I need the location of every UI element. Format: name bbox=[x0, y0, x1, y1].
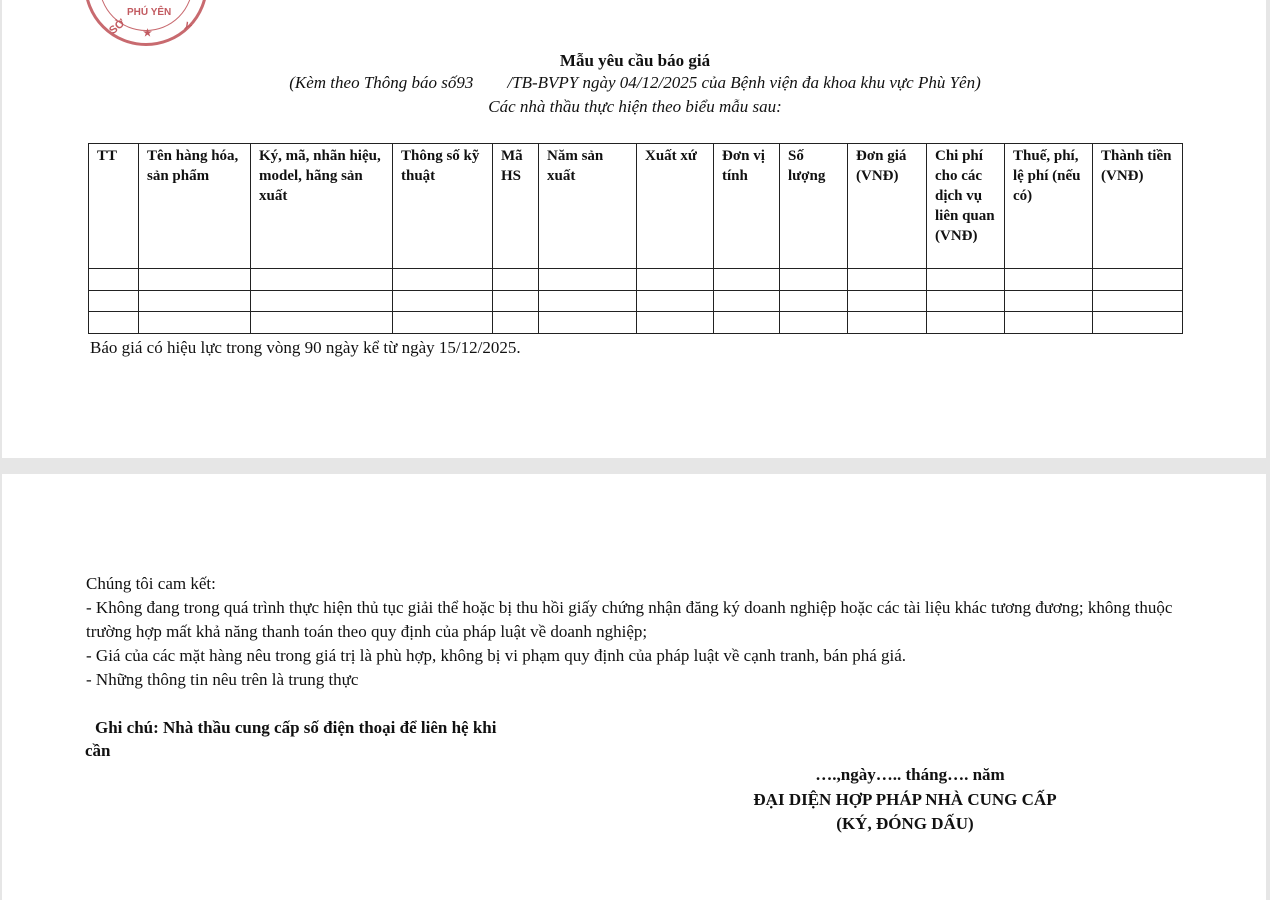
table-cell[interactable] bbox=[1093, 312, 1183, 334]
commitment-item: - Những thông tin nêu trên là trung thực bbox=[86, 670, 359, 689]
col-header-unit-price: Đơn giá (VNĐ) bbox=[848, 144, 927, 269]
signature-representative: ĐẠI DIỆN HỢP PHÁP NHÀ CUNG CẤP bbox=[753, 790, 1057, 809]
col-header-specs: Thông số kỹ thuật bbox=[393, 144, 493, 269]
col-header-total: Thành tiền (VNĐ) bbox=[1093, 144, 1183, 269]
table-cell[interactable] bbox=[1093, 291, 1183, 312]
table-row bbox=[89, 269, 1183, 291]
instruction-line: Các nhà thầu thực hiện theo biểu mẫu sau: bbox=[488, 97, 782, 116]
col-header-hs-code: Mã HS bbox=[493, 144, 539, 269]
document-page-1 bbox=[2, 0, 1266, 458]
official-seal bbox=[84, 0, 208, 46]
col-header-unit: Đơn vị tính bbox=[714, 144, 780, 269]
table-cell[interactable] bbox=[1093, 269, 1183, 291]
table-cell[interactable] bbox=[848, 312, 927, 334]
col-header-year: Năm sản xuất bbox=[539, 144, 637, 269]
note-line: Ghi chú: Nhà thầu cung cấp số điện thoại để liên hệ khi bbox=[95, 718, 497, 737]
table-cell[interactable] bbox=[393, 312, 493, 334]
col-header-product-name: Tên hàng hóa, sản phẩm bbox=[139, 144, 251, 269]
table-cell[interactable] bbox=[927, 291, 1005, 312]
table-cell[interactable] bbox=[139, 291, 251, 312]
seal-left-text: SỞ bbox=[107, 17, 128, 37]
table-cell[interactable] bbox=[927, 269, 1005, 291]
table-cell[interactable] bbox=[1005, 269, 1093, 291]
table-cell[interactable] bbox=[89, 269, 139, 291]
table-cell[interactable] bbox=[637, 312, 714, 334]
table-cell[interactable] bbox=[714, 269, 780, 291]
commitment-section bbox=[86, 572, 1206, 692]
col-header-origin: Xuất xứ bbox=[637, 144, 714, 269]
quotation-table bbox=[88, 143, 1183, 334]
table-cell[interactable] bbox=[637, 269, 714, 291]
commitment-heading: Chúng tôi cam kết: bbox=[86, 574, 216, 593]
seal-top-text: PHÚ YÊN bbox=[127, 7, 172, 18]
table-cell[interactable] bbox=[493, 269, 539, 291]
table-cell[interactable] bbox=[1005, 312, 1093, 334]
note-section bbox=[85, 716, 615, 762]
table-row bbox=[89, 312, 1183, 334]
seal-star-icon: ★ bbox=[143, 28, 152, 39]
table-cell[interactable] bbox=[714, 312, 780, 334]
table-cell[interactable] bbox=[393, 269, 493, 291]
signature-seal-note: (KÝ, ĐÓNG DẤU) bbox=[836, 814, 974, 833]
table-cell[interactable] bbox=[251, 312, 393, 334]
col-header-tt: TT bbox=[89, 144, 139, 269]
table-cell[interactable] bbox=[1005, 291, 1093, 312]
table-cell[interactable] bbox=[89, 312, 139, 334]
table-cell[interactable] bbox=[780, 291, 848, 312]
table-cell[interactable] bbox=[251, 269, 393, 291]
table-cell[interactable] bbox=[848, 291, 927, 312]
validity-statement: Báo giá có hiệu lực trong vòng 90 ngày kể từ ngày 15/12/2025. bbox=[90, 338, 521, 357]
table-cell[interactable] bbox=[493, 291, 539, 312]
table-cell[interactable] bbox=[637, 291, 714, 312]
table-cell[interactable] bbox=[393, 291, 493, 312]
table-cell[interactable] bbox=[539, 312, 637, 334]
commitment-item: - Không đang trong quá trình thực hiện thủ tục giải thể hoặc bị thu hồi giấy chứng nhận đăng ký doanh nghiệp hoặc các tài liệu khác tương đương; không thuộc trường hợp mất khả năng thanh toán theo quy định của pháp luật về doanh nghiệp; bbox=[86, 598, 1173, 641]
col-header-tax: Thuế, phí, lệ phí (nếu có) bbox=[1005, 144, 1093, 269]
col-header-quantity: Số lượng bbox=[780, 144, 848, 269]
table-header-row bbox=[89, 144, 1183, 269]
seal-right-text: Y bbox=[180, 20, 194, 34]
table-cell[interactable] bbox=[251, 291, 393, 312]
page-title: Mẫu yêu cầu báo giá bbox=[559, 51, 711, 70]
table-cell[interactable] bbox=[539, 291, 637, 312]
table-cell[interactable] bbox=[780, 269, 848, 291]
table-cell[interactable] bbox=[539, 269, 637, 291]
reference-line: (Kèm theo Thông báo số93 /TB-BVPY ngày 04/12/2025 của Bệnh viện đa khoa khu vực Phù Yên) bbox=[289, 73, 981, 92]
note-line: cần bbox=[85, 741, 111, 760]
col-header-service-cost: Chi phí cho các dịch vụ liên quan (VNĐ) bbox=[927, 144, 1005, 269]
table-cell[interactable] bbox=[848, 269, 927, 291]
table-cell[interactable] bbox=[714, 291, 780, 312]
table-cell[interactable] bbox=[493, 312, 539, 334]
col-header-brand-model: Ký, mã, nhãn hiệu, model, hãng sản xuất bbox=[251, 144, 393, 269]
table-cell[interactable] bbox=[139, 312, 251, 334]
table-cell[interactable] bbox=[89, 291, 139, 312]
table-cell[interactable] bbox=[927, 312, 1005, 334]
commitment-item: - Giá của các mặt hàng nêu trong giá trị là phù hợp, không bị vi phạm quy định của pháp luật về cạnh tranh, bán phá giá. bbox=[86, 646, 907, 665]
table-row bbox=[89, 291, 1183, 312]
signature-date-line: ….,ngày….. tháng…. năm bbox=[815, 765, 1005, 784]
table-cell[interactable] bbox=[780, 312, 848, 334]
table-cell[interactable] bbox=[139, 269, 251, 291]
